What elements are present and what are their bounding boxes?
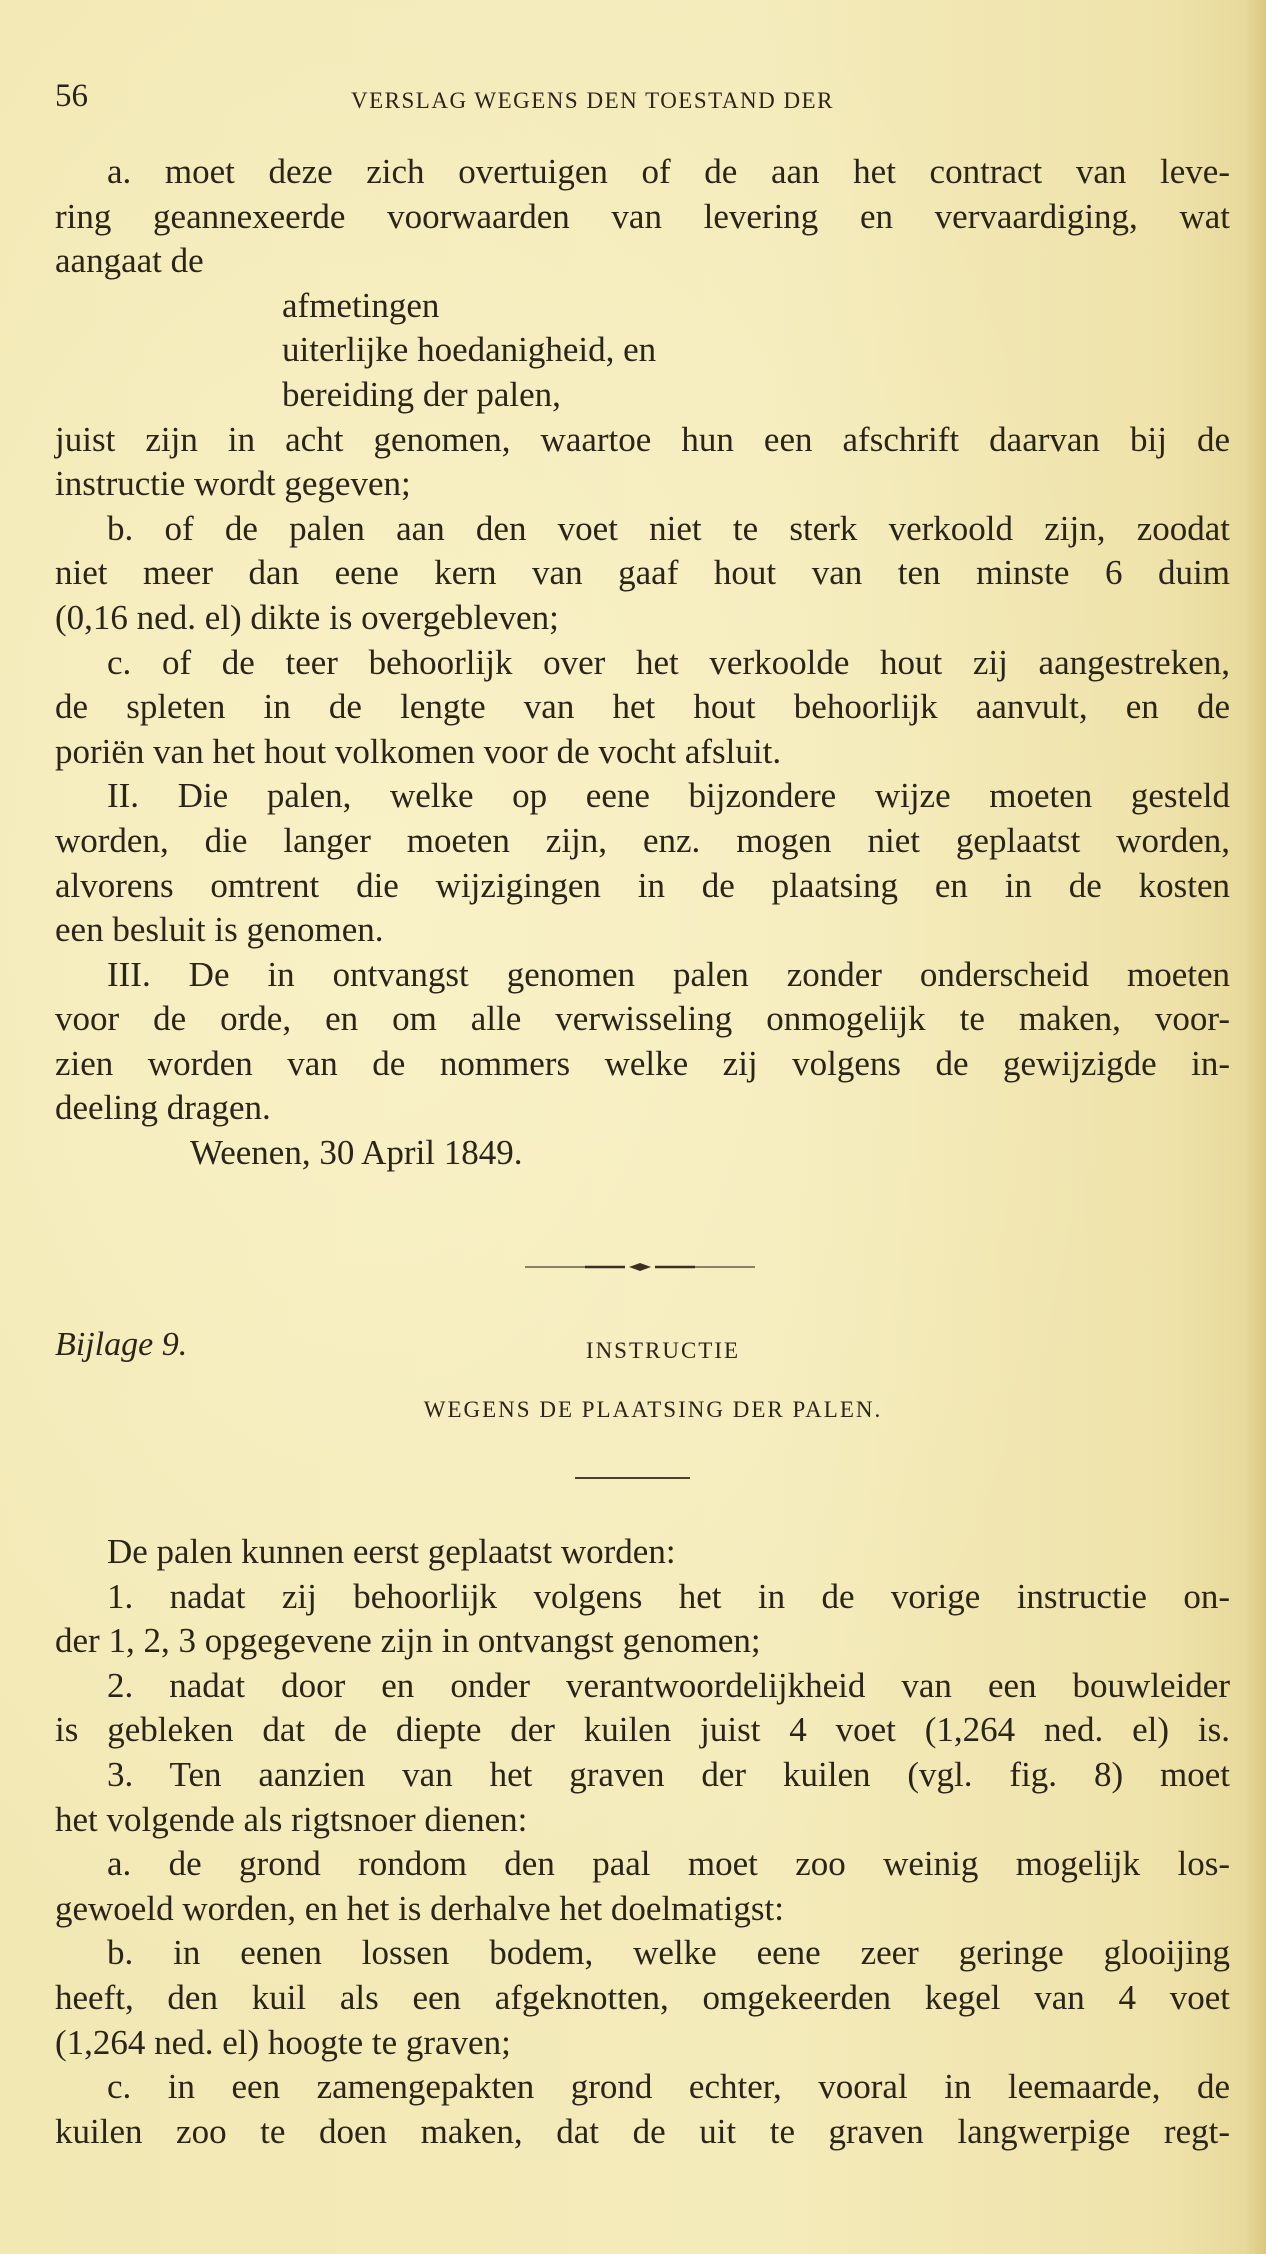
section-1-line: voor de orde, en om alle verwisseling onmogelijk te maken, voor- [55, 999, 1230, 1039]
section-1-line: III. De in ontvangst genomen palen zonder onderscheid moeten [107, 954, 1230, 994]
running-head: VERSLAG WEGENS DEN TOESTAND DER [351, 88, 834, 113]
section-1-line: juist zijn in acht genomen, waartoe hun een afschrift daarvan bij de [55, 419, 1230, 459]
title-rule [575, 1477, 690, 1479]
section-2-line: kuilen zoo te doen maken, dat de uit te graven langwerpige regt- [55, 2111, 1230, 2151]
section-1-line: a. moet deze zich overtuigen of de aan het contract van leve- [107, 152, 1230, 191]
section-1-line: uiterlijke hoedanigheid, en [282, 330, 657, 370]
body-text-section-1 [55, 150, 1230, 1176]
section-1-line: een besluit is genomen. [55, 910, 384, 950]
section-2-line: De palen kunnen eerst geplaatst worden: [107, 1532, 676, 1571]
section-1-line: c. of de teer behoorlijk over het verkoolde hout zij aangestreken, [107, 642, 1230, 682]
section-1-line: b. of de palen aan den voet niet te sterk verkoold zijn, zoodat [107, 508, 1230, 548]
section-1-line: deeling dragen. [55, 1088, 271, 1128]
page-number: 56 [55, 78, 88, 114]
section-1-line: alvorens omtrent die wijzigingen in de plaatsing en in de kosten [55, 865, 1230, 905]
ornamental-divider [525, 1262, 755, 1272]
appendix-subtitle: WEGENS DE PLAATSING DER PALEN. [423, 1397, 883, 1422]
body-text-section-2 [55, 1530, 1230, 2154]
page-header [55, 78, 1235, 128]
appendix-label: Bijlage 9. [55, 1326, 188, 1363]
section-1-line: niet meer dan eene kern van gaaf hout van ten minste 6 duim [55, 553, 1230, 593]
section-1-line: afmetingen [282, 285, 440, 325]
appendix-title: INSTRUCTIE [585, 1338, 741, 1363]
page-edge-shadow [1244, 0, 1266, 2254]
section-1-line: worden, die langer moeten zijn, enz. mogen niet geplaatst worden, [55, 820, 1230, 860]
section-2-line: der 1, 2, 3 opgegevene zijn in ontvangst genomen; [55, 1621, 761, 1661]
section-1-line: aangaat de [55, 241, 204, 281]
section-2-line: gewoeld worden, en het is derhalve het doelmatigst: [55, 1888, 784, 1928]
section-1-line: poriën van het hout volkomen voor de vocht afsluit. [55, 731, 782, 771]
section-2-line: (1,264 ned. el) hoogte te graven; [55, 2022, 511, 2062]
section-2-line: a. de grond rondom den paal moet zoo weinig mogelijk los- [107, 1844, 1230, 1884]
section-2-line: 3. Ten aanzien van het graven der kuilen (vgl. fig. 8) moet [107, 1754, 1230, 1794]
section-1-line: zien worden van de nommers welke zij volgens de gewijzigde in- [55, 1043, 1230, 1083]
section-1-line: (0,16 ned. el) dikte is overgebleven; [55, 597, 559, 637]
section-1-line: ring geannexeerde voorwaarden van levering en vervaardiging, wat [55, 196, 1230, 236]
section-2-line: 2. nadat door en onder verantwoordelijkheid van een bouwleider [107, 1665, 1230, 1705]
section-2-line: c. in een zamengepakten grond echter, vooral in leemaarde, de [107, 2067, 1230, 2107]
section-2-line: b. in eenen lossen bodem, welke eene zeer geringe glooijing [107, 1933, 1230, 1973]
section-2-line: het volgende als rigtsnoer dienen: [55, 1799, 528, 1839]
section-1-line: de spleten in de lengte van het hout behoorlijk aanvult, en de [55, 687, 1230, 727]
section-1-line: Weenen, 30 April 1849. [190, 1133, 523, 1173]
section-1-line: II. Die palen, welke op eene bijzondere wijze moeten gesteld [107, 776, 1230, 816]
section-2-line: is gebleken dat de diepte der kuilen juist 4 voet (1,264 ned. el) is. [55, 1710, 1230, 1750]
section-1-line: bereiding der palen, [282, 374, 561, 414]
section-1-line: instructie wordt gegeven; [55, 464, 411, 504]
section-2-line: 1. nadat zij behoorlijk volgens het in de vorige instructie on- [107, 1576, 1230, 1616]
section-2-line: heeft, den kuil als een afgeknotten, omgekeerden kegel van 4 voet [55, 1977, 1230, 2017]
